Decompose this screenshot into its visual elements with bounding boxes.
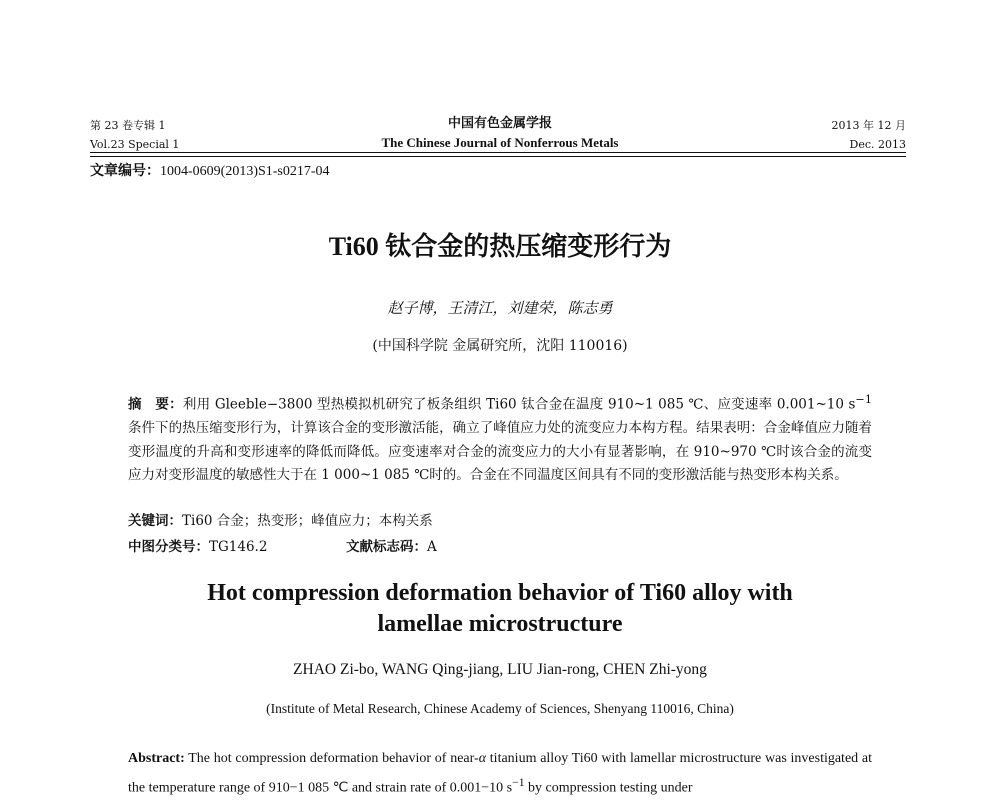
abstract-cn-superscript: −1 [855,393,873,406]
header-date-en: Dec. 2013 [849,138,906,151]
keywords-cn-text: Ti60 合金；热变形；峰值应力；本构关系 [182,513,433,529]
document-code-value: A [427,539,437,555]
abstract-en-text-c: by compression testing under [524,780,693,796]
abstract-en [128,747,872,801]
article-number-label: 文章编号： [90,163,160,179]
header-journal-cn: 中国有色金属学报 [447,116,552,131]
authors-en: ZHAO Zi-bo, WANG Qing-jiang, LIU Jian-rong, CHEN Zhi-yong [293,661,707,678]
header-rule-bottom [90,156,906,157]
paper-title-en-line1: Hot compression deformation behavior of Ti60 alloy with [207,580,793,606]
abstract-en-label: Abstract: [128,751,185,766]
header-volume-en: Vol.23 Special 1 [90,138,180,151]
paper-title-cn-latin: Ti60 [328,232,386,261]
abstract-en-alpha: α [478,751,487,766]
authors-cn: 赵子博，王清江，刘建荣，陈志勇 [387,299,613,317]
header-volume-cn: 第 23 卷专辑 1 [90,119,166,132]
paper-title-cn-rest: 钛合金的热压缩变形行为 [385,232,672,262]
document-code-label: 文献标志码： [346,539,427,555]
abstract-en-superscript: −1 [512,776,525,789]
article-number-value: 1004-0609(2013)S1-s0217-04 [160,164,330,179]
paper-title-en-line2: lamellae microstructure [377,611,623,637]
header-rule-top [90,152,906,153]
abstract-cn-text-b: 条件下的热压缩变形行为，计算该合金的变形激活能，确立了峰值应力处的流变应力本构方程。结果表明：合金峰值应力随着变形温度的升高和变形速率的降低而降低。应变速率对合金的流变应力的大小有显著影响，在 910~970 ℃时该合金的流变应力对变形温度的敏感性大于在 1 000~1 085 ℃时的。合金在不同温度区间具有不同的变形激活能与热变形本构关系。 [128,420,872,483]
abstract-en-text-b: titanium alloy Ti60 with lamellar microstructure was investigated at the temperature range of 910−1 085 ℃ and strain rate of 0.001−10 s [128,751,873,796]
paper-title-en [0,578,1000,640]
classification-value: TG146.2 [209,539,268,555]
document-code [346,537,437,557]
keywords-cn-label: 关键词： [128,513,182,529]
affiliation-cn: (中国科学院 金属研究所，沈阳 110016) [372,338,628,354]
article-number [90,160,330,180]
keywords-cn [128,511,872,531]
affiliation-en: (Institute of Metal Research, Chinese Academy of Sciences, Shenyang 110016, China) [266,701,734,716]
abstract-cn-text-a: 利用 Gleeble−3800 型热模拟机研究了板条组织 Ti60 钛合金在温度 910~1 085 ℃、应变速率 0.001~10 s [182,396,856,413]
paper-title-cn [0,226,1000,263]
header-date-cn: 2013 年 12 月 [831,119,906,132]
classification-line [128,537,872,557]
abstract-cn-label: 摘 要： [128,396,183,413]
classification-label: 中图分类号： [128,539,209,555]
abstract-en-text-a: The hot compression deformation behavior of near- [184,751,479,766]
header-journal-en: The Chinese Journal of Nonferrous Metals [381,135,619,150]
abstract-cn [128,388,872,488]
